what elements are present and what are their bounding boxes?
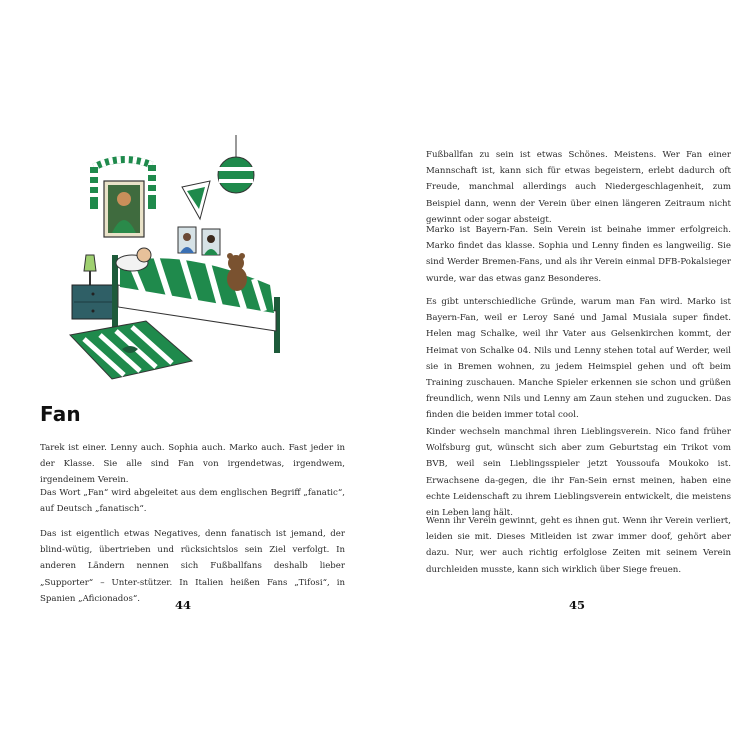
teddy-bear-icon [227, 253, 247, 291]
paragraph-winning-losing: Wenn ihr Verein gewinnt, geht es ihnen gut. Wenn ihr Verein verliert, leiden sie mit. Dieses Mitleiden ist zwar immer doof, gehört aber dazu. Nur, wer auch richtig erfolglose Zeiten mit seinem Verein durchleiden musste, kann sich wirklich über Siege freuen. [426, 516, 731, 575]
page-number-left: 44 [175, 598, 192, 612]
ceiling-lamp-icon [218, 135, 254, 193]
paragraph-reasons: Es gibt unterschiedliche Gründe, warum man Fan wird. Marko ist Bayern-Fan, weil er Leroy Sané und Jamal Musiala super findet. Helen mag Schalke, weil ihr Vater aus Gelsenkirchen kommt, der Heimat von Schalke 04. Nils und Lenny stehen total auf Werder, weil sie in Bremen wohnen, zu jedem Heimspiel gehen und oft beim Training zuschauen. Manche Spieler erkennen sie schon und grüßen freundlich, wenn Nils und Lenny am Zaun stehen und zugucken. Das finden die beiden immer total cool. [426, 297, 731, 421]
paragraph-changing-club: Kinder wechseln manchmal ihren Lieblingsverein. Nico fand früher Wolfsburg gut, wünscht sich aber zum Geburtstag ein Trikot vom BVB, weil sein Lieblingsspieler jetzt Youssoufa Moukoko ist. Erwachsene da-gegen, die ihr Fan-Sein ernst meinen, haben eine echte Leidenschaft zu ihrem Lieblingsverein entwickelt, die meistens ein Leben lang hält. [426, 427, 731, 519]
bedroom-illustration [60, 135, 300, 385]
paragraph-meaning: Das ist eigentlich etwas Negatives, denn fanatisch ist jemand, der blind-wütig, übertrieben und rücksichtslos sein Ziel verfolgt. In anderen Ländern nennen sich Fußballfans deshalb lieber „Supporter“ – Unter-stützer. In Italien heißen Fans „Tifosi“, in Spanien „Aficionados“. [40, 529, 345, 604]
nightstand-icon [72, 255, 114, 319]
pennant-icon [182, 181, 210, 219]
paragraph-intro: Tarek ist einer. Lenny auch. Sophia auch. Marko auch. Fast jeder in der Klasse. Sie alle sind Fan von irgendetwas, irgendwem, irgendeinem Verein. [40, 443, 345, 486]
page-number-right: 45 [569, 598, 586, 612]
right-page [376, 0, 752, 752]
paragraph-marko-bayern: Marko ist Bayern-Fan. Sein Verein ist beinahe immer erfolgreich. Marko findet das klasse. Sophia und Lenny finden es langweilig. Sie sind Werder Bremen-Fans, und als ihr Verein einmal DFB-Pokalsieger wurde, war das etwas ganz Besonderes. [426, 225, 731, 284]
paragraph-word-origin: Das Wort „Fan“ wird abgeleitet aus dem englischen Begriff „fanatic“, auf Deutsch „fanatisch“. [40, 488, 345, 515]
photos-icon [178, 227, 220, 255]
rug-icon [70, 321, 192, 379]
chapter-heading: Fan [40, 402, 81, 426]
player-poster-icon [104, 181, 144, 237]
paragraph-being-a-fan: Fußballfan zu sein ist etwas Schönes. Meistens. Wer Fan einer Mannschaft ist, kann sich für etwas begeistern, erlebt dadurch oft Freude, manchmal allerdings auch Niedergeschlagenheit, zum Beispiel dann, wenn der Verein über einen längeren Zeitraum nicht gewinnt oder sogar absteigt. [426, 150, 731, 225]
